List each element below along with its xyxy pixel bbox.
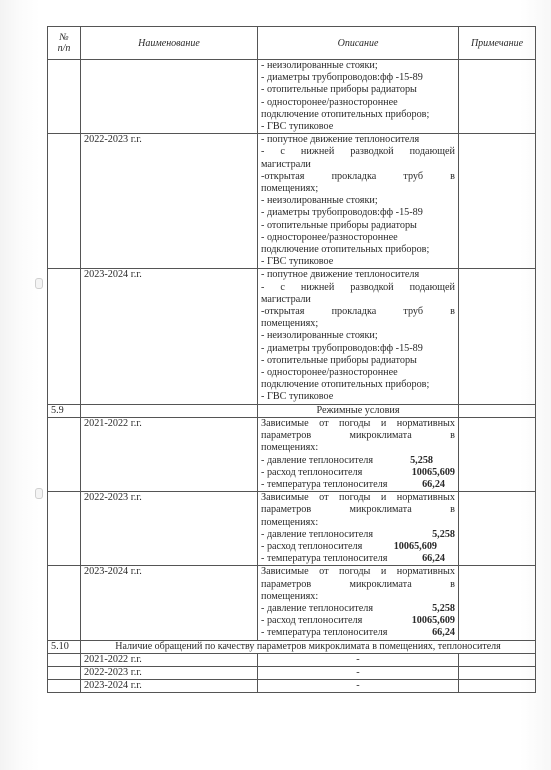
table-row [48, 269, 536, 404]
flow-label: - расход теплоносителя [261, 615, 363, 627]
temp-line [261, 553, 455, 565]
table-row [48, 60, 536, 134]
binder-hole-mark [35, 488, 43, 499]
pressure-label: - давление теплоносителя [261, 602, 374, 614]
description-cell [258, 269, 459, 404]
section-title: Наличие обращений по качеству параметров микроклимата в помещениях, теплоносителя [81, 640, 536, 653]
desc-line: подключение отопительных приборов; [261, 244, 430, 256]
table-row [48, 566, 536, 640]
section-num: 5.10 [48, 640, 81, 653]
section-row-5-9 [48, 404, 536, 417]
pressure-line [261, 455, 455, 467]
table-row [48, 492, 536, 566]
year-cell: 2022-2023 г.г. [81, 134, 258, 269]
desc-line: - попутное движение теплоносителя [261, 134, 420, 146]
year-cell: 2023-2024 г.г. [81, 566, 258, 640]
desc-line: - с нижней разводкой подающей [261, 281, 455, 293]
num-cell [48, 566, 81, 640]
pressure-value: 5,258 [432, 602, 455, 614]
flow-label: - расход теплоносителя [261, 466, 363, 478]
desc-line: Зависимые от погоды и нормативных [261, 417, 455, 429]
num-cell [48, 680, 81, 693]
note-cell [459, 566, 536, 640]
num-cell [48, 269, 81, 404]
desc-line: магистрали [261, 158, 311, 170]
value-cell: - [258, 680, 459, 693]
value-cell: - [258, 653, 459, 666]
section-num: 5.9 [48, 404, 81, 417]
note-cell [459, 134, 536, 269]
section-title: Режимные условия [258, 404, 459, 417]
num-cell [48, 60, 81, 134]
note-cell [459, 417, 536, 491]
name-cell [81, 60, 258, 134]
desc-line: магистрали [261, 293, 311, 305]
desc-line: - отопительные приборы радиаторы [261, 219, 417, 231]
desc-line: - ГВС тупиковое [261, 256, 334, 268]
description-cell [258, 566, 459, 640]
header-name: Наименование [81, 27, 258, 60]
temp-line [261, 479, 455, 491]
num-cell [48, 653, 81, 666]
flow-line [261, 467, 455, 479]
desc-line: - односторонее/разностороннее [261, 96, 398, 108]
header-note: Примечание [459, 27, 536, 60]
desc-line: - отопительные приборы радиаторы [261, 354, 417, 366]
value-cell: - [258, 666, 459, 679]
pressure-label: - давление теплоносителя [261, 454, 374, 466]
desc-line: -открытая прокладка труб в [261, 306, 455, 318]
num-cell [48, 666, 81, 679]
desc-line: - ГВС тупиковое [261, 391, 334, 403]
note-cell [459, 269, 536, 404]
desc-line: - односторонее/разностороннее [261, 367, 398, 379]
temp-line [261, 627, 455, 639]
year-cell: 2023-2024 г.г. [81, 680, 258, 693]
description-cell [258, 492, 459, 566]
year-cell: 2022-2023 г.г. [81, 666, 258, 679]
desc-line: подключение отопительных приборов; [261, 108, 430, 120]
table-row [48, 134, 536, 269]
desc-line: помещениях; [261, 183, 319, 195]
year-cell: 2021-2022 г.г. [81, 417, 258, 491]
flow-line [261, 541, 455, 553]
binder-hole-mark [35, 278, 43, 289]
flow-value: 10065,609 [411, 615, 455, 627]
section-row-5-10 [48, 640, 536, 653]
temp-label: - температура теплоносителя [261, 627, 388, 639]
desc-line: - неизолированные стояки; [261, 195, 378, 207]
description-cell [258, 60, 459, 134]
desc-line: - диаметры трубопроводов:фф -15-89 [261, 207, 423, 219]
table-row [48, 680, 536, 693]
flow-line [261, 615, 455, 627]
desc-line: параметров микроклимата в [261, 504, 455, 516]
temp-label: - температура теплоносителя [261, 478, 388, 490]
desc-line: помещениях: [261, 516, 319, 528]
num-cell [48, 134, 81, 269]
name-cell [81, 404, 258, 417]
heating-parameters-table [47, 26, 536, 693]
desc-line: помещениях: [261, 442, 319, 454]
desc-line: Зависимые от погоды и нормативных [261, 492, 455, 504]
description-cell [258, 134, 459, 269]
desc-line: - попутное движение теплоносителя [261, 269, 420, 281]
desc-line: - диаметры трубопроводов:фф -15-89 [261, 342, 423, 354]
pressure-line [261, 529, 455, 541]
table-row [48, 417, 536, 491]
flow-value: 10065,609 [411, 466, 455, 478]
flow-value: 10065,609 [393, 540, 437, 552]
note-cell [459, 492, 536, 566]
note-cell [459, 666, 536, 679]
note-cell [459, 60, 536, 134]
num-cell [48, 492, 81, 566]
desc-line: Зависимые от погоды и нормативных [261, 566, 455, 578]
temp-value: 66,24 [432, 627, 455, 639]
flow-label: - расход теплоносителя [261, 540, 363, 552]
header-num: № п/п [48, 27, 81, 60]
temp-label: - температура теплоносителя [261, 553, 388, 565]
desc-line: - неизолированные стояки; [261, 330, 378, 342]
table-row [48, 666, 536, 679]
table-row [48, 653, 536, 666]
table-header-row [48, 27, 536, 60]
desc-line: - с нижней разводкой подающей [261, 146, 455, 158]
year-cell: 2021-2022 г.г. [81, 653, 258, 666]
header-description: Описание [258, 27, 459, 60]
note-cell [459, 680, 536, 693]
note-cell [459, 653, 536, 666]
pressure-line [261, 603, 455, 615]
desc-line: помещениях; [261, 318, 319, 330]
num-cell [48, 417, 81, 491]
desc-line: помещениях: [261, 590, 319, 602]
note-cell [459, 404, 536, 417]
temp-value: 66,24 [422, 478, 445, 490]
temp-value: 66,24 [422, 553, 445, 565]
desc-line: параметров микроклимата в [261, 430, 455, 442]
desc-line: - ГВС тупиковое [261, 121, 334, 133]
desc-line: подключение отопительных приборов; [261, 379, 430, 391]
desc-line: -открытая прокладка труб в [261, 170, 455, 182]
year-cell: 2023-2024 г.г. [81, 269, 258, 404]
pressure-value: 5,258 [432, 528, 455, 540]
desc-line: - односторонее/разностороннее [261, 231, 398, 243]
desc-line: - отопительные приборы радиаторы [261, 84, 417, 96]
pressure-value: 5,258 [410, 454, 433, 466]
year-cell: 2022-2023 г.г. [81, 492, 258, 566]
desc-line: - неизолированные стояки; [261, 60, 378, 71]
pressure-label: - давление теплоносителя [261, 528, 374, 540]
description-cell [258, 417, 459, 491]
desc-line: параметров микроклимата в [261, 578, 455, 590]
desc-line: - диаметры трубопроводов:фф -15-89 [261, 72, 423, 84]
